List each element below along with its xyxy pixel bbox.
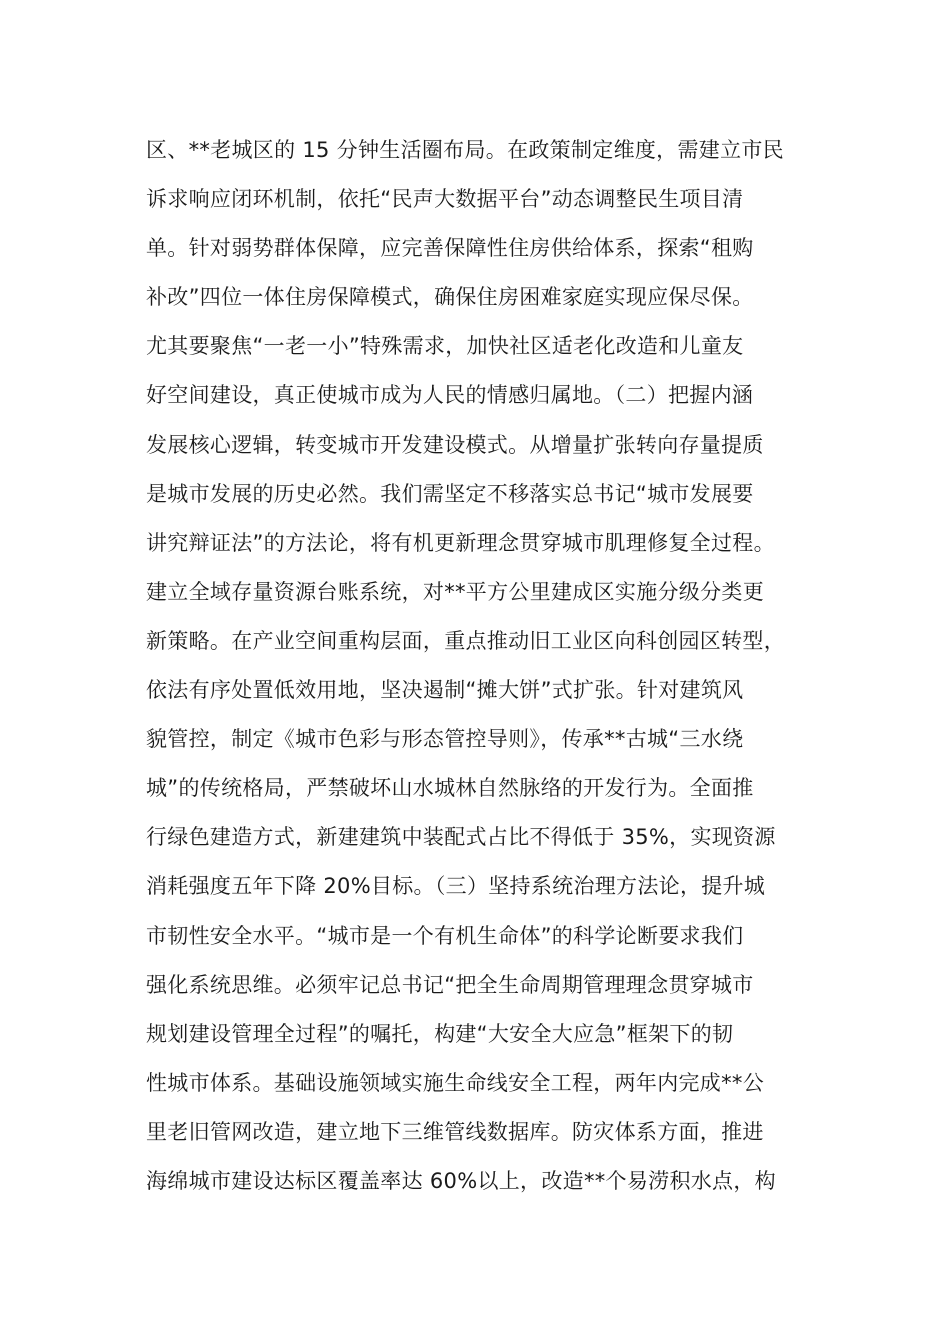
text-line: 消耗强度五年下降 20%目标。（三）坚持系统治理方法论，提升城 [146, 874, 766, 899]
text-line: 诉求响应闭环机制，依托“民声大数据平台”动态调整民生项目清 [146, 187, 744, 212]
text-line: 新策略。在产业空间重构层面，重点推动旧工业区向科创园区转型， [146, 628, 785, 653]
text-line: 城”的传统格局，严禁破坏山水城林自然脉络的开发行为。全面推 [146, 776, 754, 801]
text-line: 里老旧管网改造，建立地下三维管线数据库。防灾体系方面，推进 [146, 1119, 764, 1144]
text-line: 行绿色建造方式，新建建筑中装配式占比不得低于 35%，实现资源 [146, 825, 776, 850]
text-line: 市韧性安全水平。“城市是一个有机生命体”的科学论断要求我们 [146, 923, 744, 948]
text-line: 强化系统思维。必须牢记总书记“把全生命周期管理理念贯穿城市 [146, 972, 754, 997]
text-line: 好空间建设，真正使城市成为人民的情感归属地。（二）把握内涵 [146, 383, 754, 408]
text-line: 区、**老城区的 15 分钟生活圈布局。在政策制定维度，需建立市民 [146, 138, 784, 162]
text-line: 补改”四位一体住房保障模式，确保住房困难家庭实现应保尽保。 [146, 285, 754, 310]
text-line: 貌管控，制定《城市色彩与形态管控导则》，传承**古城“三水绕 [146, 727, 744, 752]
text-line: 依法有序处置低效用地，坚决遏制“摊大饼”式扩张。针对建筑风 [146, 678, 744, 703]
text-line: 单。针对弱势群体保障，应完善保障性住房供给体系，探索“租购 [146, 236, 754, 261]
text-line: 海绵城市建设达标区覆盖率达 60%以上，改造**个易涝积水点，构 [146, 1168, 776, 1193]
text-line: 尤其要聚焦“一老一小”特殊需求，加快社区适老化改造和儿童友 [146, 334, 744, 359]
text-line: 讲究辩证法”的方法论，将有机更新理念贯穿城市肌理修复全过程。 [146, 530, 775, 555]
text-line: 建立全域存量资源台账系统，对**平方公里建成区实施分级分类更 [146, 579, 764, 604]
body-text [146, 126, 826, 1206]
text-line: 发展核心逻辑，转变城市开发建设模式。从增量扩张转向存量提质 [146, 432, 764, 457]
text-line: 是城市发展的历史必然。我们需坚定不移落实总书记“城市发展要 [146, 481, 754, 506]
text-line: 性城市体系。基础设施领域实施生命线安全工程，两年内完成**公 [146, 1070, 764, 1095]
text-line: 规划建设管理全过程”的嘱托，构建“大安全大应急”框架下的韧 [146, 1021, 734, 1046]
